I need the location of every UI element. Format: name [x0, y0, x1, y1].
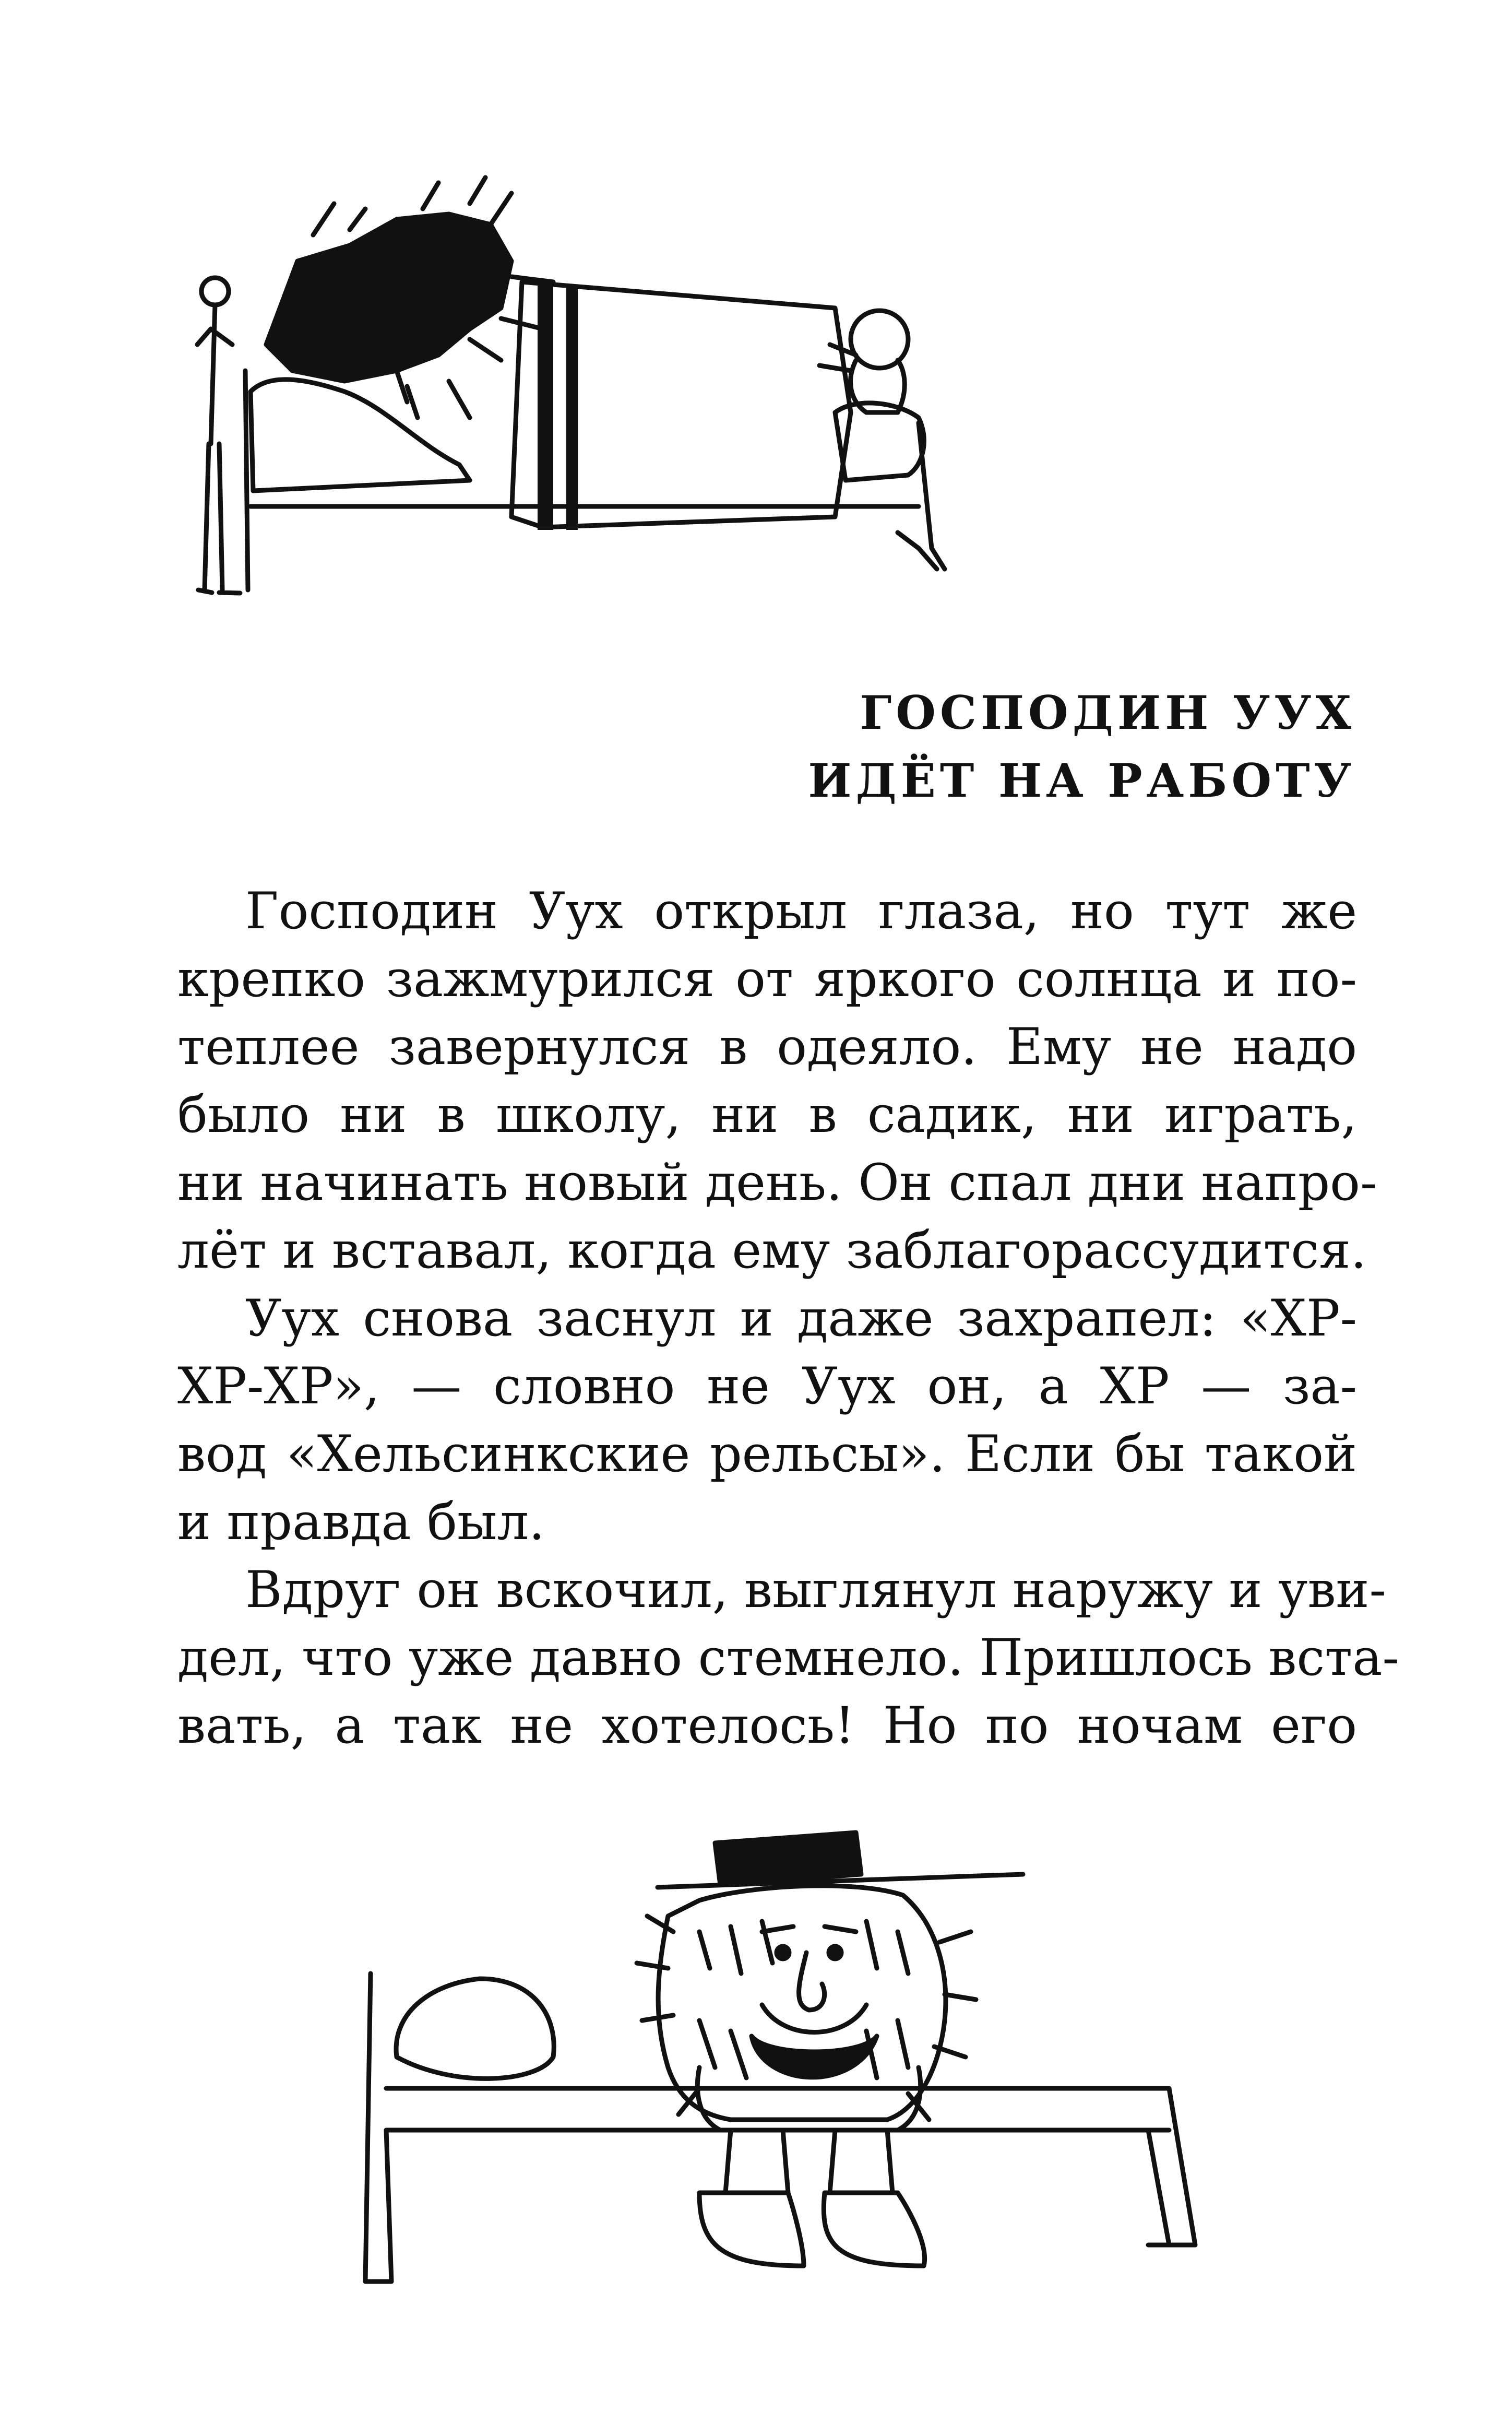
- text-line: вать, а так не хотелось! Но по ночам его: [177, 1696, 1357, 1755]
- body-text: [177, 877, 1399, 1759]
- text-line: Уух снова заснул и даже захрапел: «ХР-: [245, 1289, 1357, 1348]
- text-line: и правда был.: [177, 1493, 545, 1551]
- text-line: Господин Уух открыл глаза, но тут же: [245, 882, 1357, 940]
- sitting-on-bed-icon: [334, 1796, 1221, 2339]
- chapter-title-line-1: ГОСПОДИН УУХ: [860, 685, 1355, 740]
- paragraph-3: [177, 1556, 1399, 1759]
- text-line: теплее завернулся в одеяло. Ему не надо: [177, 1018, 1357, 1076]
- text-line: Вдруг он вскочил, выглянул наружу и уви-: [245, 1561, 1386, 1619]
- chapter-title-line-2: ИДЁТ НА РАБОТУ: [808, 753, 1355, 808]
- text-line: ХР-ХР», — словно не Уух он, а ХР — за-: [177, 1357, 1357, 1415]
- text-line: вод «Хельсинкские рельсы». Если бы такой: [177, 1425, 1357, 1483]
- paragraph-2: [177, 1284, 1357, 1556]
- chapter-title: [573, 679, 1355, 814]
- text-line: дел, что уже давно стемнело. Пришлось вста-: [177, 1628, 1399, 1687]
- illustration-sitting-on-bed: [334, 1796, 1221, 2339]
- illustration-sleeping-in-bed: [177, 172, 1044, 606]
- text-line: крепко зажмурился от яркого солнца и по-: [177, 950, 1357, 1008]
- sleeping-in-bed-icon: [177, 172, 1044, 606]
- paragraph-1: [177, 877, 1377, 1284]
- text-line: ни начинать новый день. Он спал дни напро-: [177, 1153, 1377, 1212]
- text-line: лёт и вставал, когда ему заблагорассудится.: [177, 1221, 1367, 1280]
- text-line: было ни в школу, ни в садик, ни играть,: [177, 1085, 1357, 1144]
